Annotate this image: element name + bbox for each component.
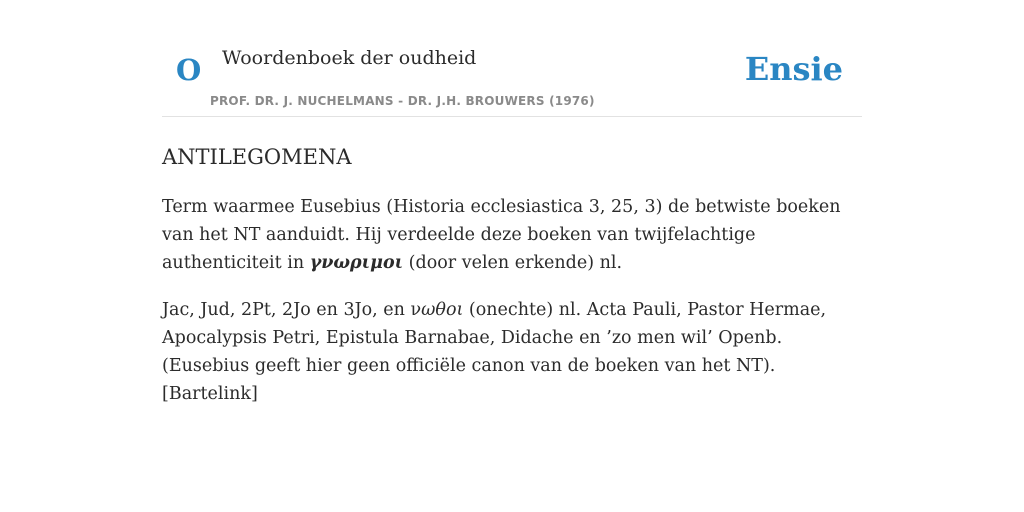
greek-term: γνωριμοι <box>309 253 404 273</box>
dictionary-title[interactable]: Woordenboek der oudheid <box>222 47 477 69</box>
dictionary-authors: PROF. DR. J. NUCHELMANS - DR. J.H. BROUWERS (1976) <box>210 94 595 108</box>
entry-paragraph-1 <box>162 193 862 277</box>
dictionary-header <box>162 0 862 117</box>
paragraph-text: Jac, Jud, 2Pt, 2Jo en 3Jo, en ν <box>162 300 422 320</box>
paragraph-text: (onechte) nl. Acta Pauli, Pastor Hermae, Apocalypsis Petri, Epistula Barnabae, Didache en ’zo men wil’ Openb. (Eusebius geeft hier geen officiële canon van de boeken van het NT). [Bartelink] <box>162 300 827 404</box>
article-page <box>162 0 862 408</box>
entry-paragraph-2 <box>162 296 862 408</box>
ensie-logo[interactable]: Ensie <box>744 50 843 88</box>
paragraph-text: Term waarmee Eusebius (Historia ecclesiastica 3, 25, 3) de betwiste boeken van het NT aanduidt. Hij verdeelde deze boeken van twijfelachtige authenticiteit in <box>162 197 841 273</box>
entry-title: ANTILEGOMENA <box>162 145 352 169</box>
index-letter[interactable]: O <box>176 53 202 87</box>
greek-term: ωθοι <box>421 300 464 320</box>
paragraph-text: (door velen erkende) nl. <box>403 253 623 273</box>
